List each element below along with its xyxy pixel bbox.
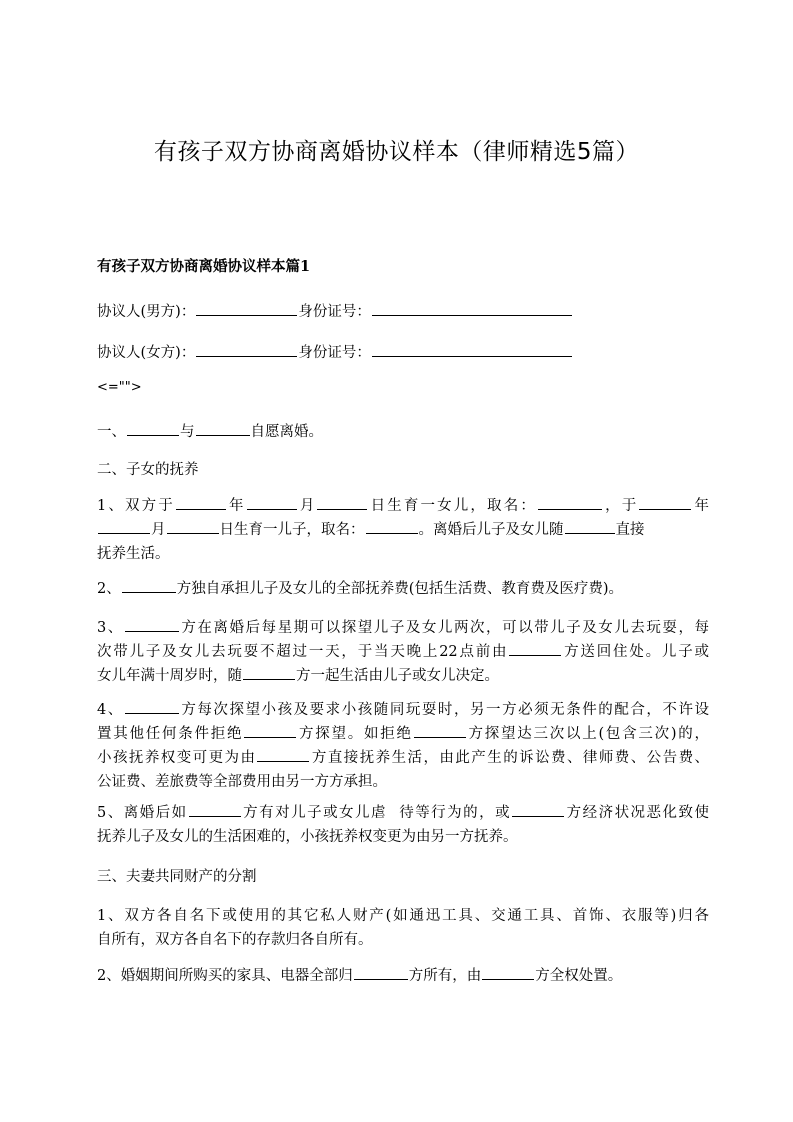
item3-blank-live-party: [243, 664, 295, 680]
item3-blank-party: [125, 616, 179, 632]
item4-text-a: 4、: [97, 702, 124, 718]
party-female-id-blank: [372, 341, 572, 357]
party-male-line: [97, 300, 707, 324]
item3-text-f: 方一起生活由儿子或女儿决定。: [296, 668, 499, 684]
clause-divorce-consent: [97, 420, 707, 444]
prop1-row1: 1、双方各自名下或使用的其它私人财产(如通迅工具、交通工具、首饰、衣服等)归各: [97, 908, 709, 924]
item1-blank-month: [247, 494, 297, 510]
item5-text-c: 方经济状况恶化致使: [565, 805, 710, 821]
document-title: 有孩子双方协商离婚协议样本（律师精选5篇）: [153, 139, 640, 165]
item3-text-d: 方送回住处。儿子或: [562, 644, 710, 660]
item2-text-b: 方独自承担儿子及女儿的全部抚养费(包括生活费、教育费及医疗费)。: [176, 581, 624, 597]
item1-row1: [97, 494, 709, 518]
item4-row2: [97, 722, 709, 746]
item4-row1: [97, 698, 709, 722]
item1-blank-year: [176, 494, 226, 510]
custody-item-2: [97, 577, 709, 601]
custody-item-5: [97, 801, 709, 849]
item4-text-g: 方直接抚养生活，由此产生的诉讼费、律师费、公告费、: [310, 750, 710, 766]
item5-text-b: 方有对儿子或女儿虐 待等行为的，或: [241, 805, 512, 821]
heading-property-division: 三、夫妻共同财产的分割: [97, 869, 257, 885]
clause1-blank-a: [127, 420, 179, 436]
prop1-row2: 自所有，双方各自名下的存款归各自所有。: [97, 932, 373, 948]
item1-text-d: 日生育一女儿，取名：: [368, 498, 537, 514]
item1-blank-year2: [639, 494, 691, 510]
item3-row1: [97, 616, 709, 640]
party-female-name-blank: [196, 341, 297, 357]
item5-blank-abuse-party: [189, 801, 241, 817]
item1-row2: [97, 518, 709, 542]
party-female-id-label: 身份证号：: [298, 345, 371, 361]
item1-text-i: 。离婚后儿子及女儿随: [418, 522, 564, 538]
item1-text-g: 月: [151, 522, 166, 538]
clause1-prefix: 一、: [97, 424, 126, 440]
item5-row2: 抚养儿子及女儿的生活困难的，小孩抚养权变更为由另一方抚养。: [97, 829, 518, 845]
item1-blank-month2: [98, 518, 150, 534]
party-male-id-blank: [372, 300, 572, 316]
prop2-blank-owner: [354, 964, 408, 980]
item4-text-c: 置其他任何条件拒绝: [97, 726, 244, 742]
custody-item-3: [97, 616, 709, 688]
clause1-suffix: 自愿离婚。: [250, 424, 323, 440]
property-item-1: [97, 904, 709, 952]
item1-row3: 抚养生活。: [97, 546, 170, 562]
item1-text-c: 月: [297, 498, 317, 514]
item3-text-b: 方在离婚后每星期可以探望儿子及女儿两次，可以带儿子及女儿去玩耍，每: [179, 620, 710, 636]
item3-text-c: 次带儿子及女儿去玩耍不超过一天，于当天晚上22点前由: [97, 644, 509, 660]
item4-row3: [97, 746, 709, 770]
item4-text-e: 方探望达三次以上(包含三次)的，: [466, 726, 709, 742]
party-female-label: 协议人(女方)：: [97, 345, 196, 361]
item5-text-a: 5、离婚后如: [97, 805, 188, 821]
item4-text-d: 方探望。如拒绝: [297, 726, 413, 742]
item2-text-a: 2、: [97, 581, 121, 597]
prop2-row1: [97, 964, 709, 988]
item5-blank-finance-party: [512, 801, 564, 817]
item1-text-e: ，于: [602, 498, 639, 514]
item1-text-j: 直接: [615, 522, 645, 538]
clause1-blank-b: [196, 420, 250, 436]
stray-markup-text: <="">: [97, 380, 142, 395]
item1-text-a: 1、双方于: [97, 498, 175, 514]
item2-row1: [97, 577, 709, 601]
item4-blank-refuse-party2: [414, 722, 466, 738]
item3-row2: [97, 640, 709, 664]
item3-row3: [97, 664, 709, 688]
prop2-text-a: 2、婚姻期间所购买的家具、电器全部归: [97, 968, 353, 984]
item1-blank-day: [317, 494, 367, 510]
item4-blank-party: [125, 698, 179, 714]
clause1-mid: 与: [180, 424, 195, 440]
property-item-2: [97, 964, 709, 988]
item4-blank-custody-party: [257, 746, 309, 762]
item1-text-f: 年: [692, 498, 710, 514]
item1-blank-daughter-name: [538, 494, 602, 510]
custody-item-4: [97, 698, 709, 794]
heading-child-custody: 二、子女的抚养: [97, 462, 199, 478]
prop2-text-b: 方所有，由: [408, 968, 482, 984]
party-female-line: [97, 341, 707, 365]
item1-text-b: 年: [226, 498, 246, 514]
item1-text-h: 日生育一儿子，取名：: [219, 522, 365, 538]
item1-blank-day2: [167, 518, 219, 534]
prop2-blank-handler: [482, 964, 534, 980]
party-male-label: 协议人(男方)：: [97, 304, 196, 320]
item3-text-e: 女儿年满十周岁时，随: [97, 668, 242, 684]
item1-blank-son-name: [366, 518, 418, 534]
party-male-id-label: 身份证号：: [298, 304, 371, 320]
prop2-text-c: 方全权处置。: [535, 968, 623, 984]
custody-item-1: [97, 494, 709, 566]
item4-row4: 公证费、差旅费等全部费用由另一方方承担。: [97, 774, 387, 790]
item1-blank-custodian: [565, 518, 615, 534]
item5-row1: [97, 801, 709, 825]
item3-text-a: 3、: [97, 620, 124, 636]
item4-text-f: 小孩抚养权变可更为由: [97, 750, 257, 766]
item4-text-b: 方每次探望小孩及要求小孩随同玩耍时，另一方必须无条件的配合，不许设: [179, 702, 710, 718]
section-heading: 有孩子双方协商离婚协议样本篇1: [97, 258, 311, 275]
item4-blank-refuse-party: [244, 722, 296, 738]
party-male-name-blank: [196, 300, 297, 316]
item3-blank-return-party: [509, 640, 561, 656]
item2-blank-party: [122, 577, 176, 593]
